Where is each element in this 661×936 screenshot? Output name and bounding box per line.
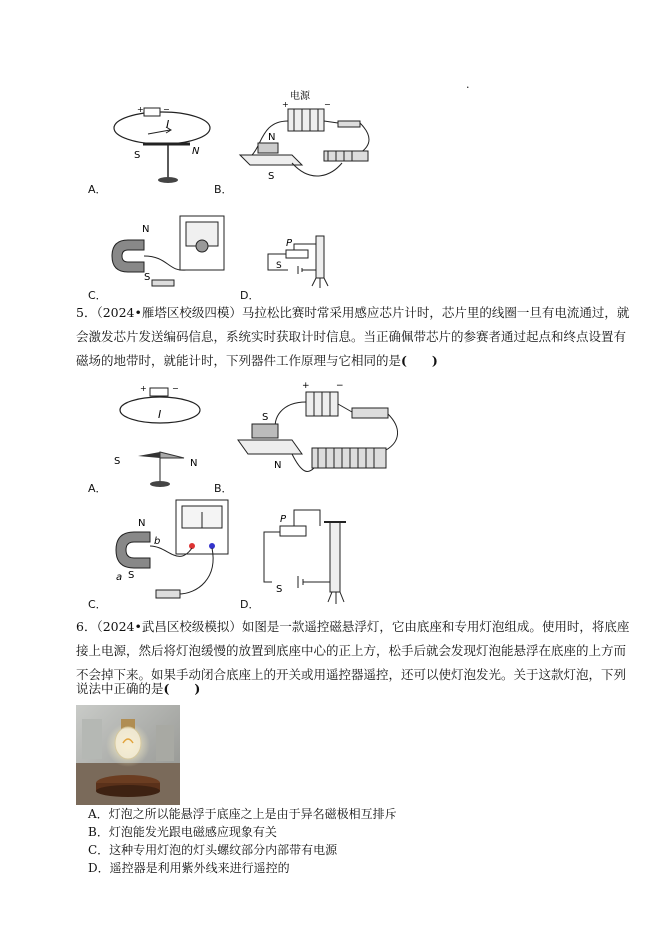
q5d-p: P [280,514,287,525]
q4-option-a: A． [88,183,107,196]
q5a-current: I [158,408,162,421]
q6-question-stem: 说法中正确的是 [76,681,164,696]
q5-option-d: D． [240,598,260,611]
q6-answer-paren: ( ) [163,681,201,696]
q5d-s: S [276,584,283,595]
q4a-s: S [134,150,141,161]
q5-option-a: A． [88,482,107,495]
q4d-s: S [276,261,282,271]
q4-figure-b [232,85,382,190]
q5-figure-b [232,378,402,490]
q5-figure-d [258,504,354,608]
q5b-minus: − [336,381,344,391]
q4d-p: P [286,238,293,249]
q5b-n: N [274,460,282,471]
q5-line-1: 5．（2024•雁塔区校级四模）马拉松比赛时常采用感应芯片计时，芯片里的线圈一旦有电流通过，就 [76,305,630,320]
q5c-a: a [116,572,123,583]
q4b-plus: + [282,100,289,109]
q6-choice-c: C．这种专用灯泡的灯头螺纹部分内部带有电源 [88,843,338,857]
q4a-n: N [192,146,200,157]
q4a-minus: − [163,105,170,114]
q5c-b: b [154,536,161,547]
q4-option-c: C． [88,289,107,302]
q4-figure-c [108,210,228,292]
q4-figure-a [108,100,212,192]
q5c-s: S [128,570,135,581]
q4b-power: 电源 [290,91,310,102]
q5-figure-a [108,378,212,490]
q5-question-stem: 磁场的地带时，就能计时，下列器件工作原理与它相同的是 [76,353,402,368]
q5a-s: S [114,456,121,467]
q4c-n: N [142,224,150,235]
q4-figure-d [258,230,338,292]
q5-line-2: 会激发芯片发送编码信息，系统实时获取计时信息。当正确佩带芯片的参赛者通过起点和终点设置有 [76,329,627,344]
q4b-minus: − [324,100,331,109]
q4b-n: N [268,132,276,143]
q4c-s: S [144,272,151,283]
q5-option-c: C． [88,598,107,611]
q5-answer-paren: ( ) [401,353,438,368]
q5-figure-c [108,498,236,602]
q5b-s: S [262,412,269,423]
q5c-n: N [138,518,146,529]
q5-option-b: B． [214,482,233,495]
q6-line-4 [76,676,200,701]
stray-dot: . [466,78,470,91]
q4a-plus: + [137,105,144,114]
q5a-n: N [190,458,198,469]
q5a-minus: − [172,384,179,393]
q6-choice-a: A．灯泡之所以能悬浮于底座之上是由于异名磁极相互排斥 [88,807,397,821]
q5b-plus: + [302,381,310,391]
q6-choice-d: D．遥控器是利用紫外线来进行遥控的 [88,861,290,875]
q4a-current: I [166,118,170,131]
q4b-s: S [268,171,275,182]
q4-option-d: D． [240,289,260,302]
levitating-lamp-photo [76,705,180,805]
q5a-plus: + [140,384,147,393]
q6-line-3: 不会掉下来。如果手动闭合底座上的开关或用遥控器遥控，还可以使灯泡发光。关于这款灯泡，下列 [76,667,627,682]
q6-choice-b: B．灯泡能发光跟电磁感应现象有关 [88,825,277,839]
q5-line-3 [76,348,438,373]
q6-line-1: 6．（2024•武昌区校级模拟）如图是一款遥控磁悬浮灯，它由底座和专用灯泡组成。使用时，将底座 [76,619,630,634]
q4-option-b: B． [214,183,233,196]
q6-line-2: 接上电源，然后将灯泡缓慢的放置到底座中心的正上方，松手后就会发现灯泡能悬浮在底座的上方而 [76,643,627,658]
